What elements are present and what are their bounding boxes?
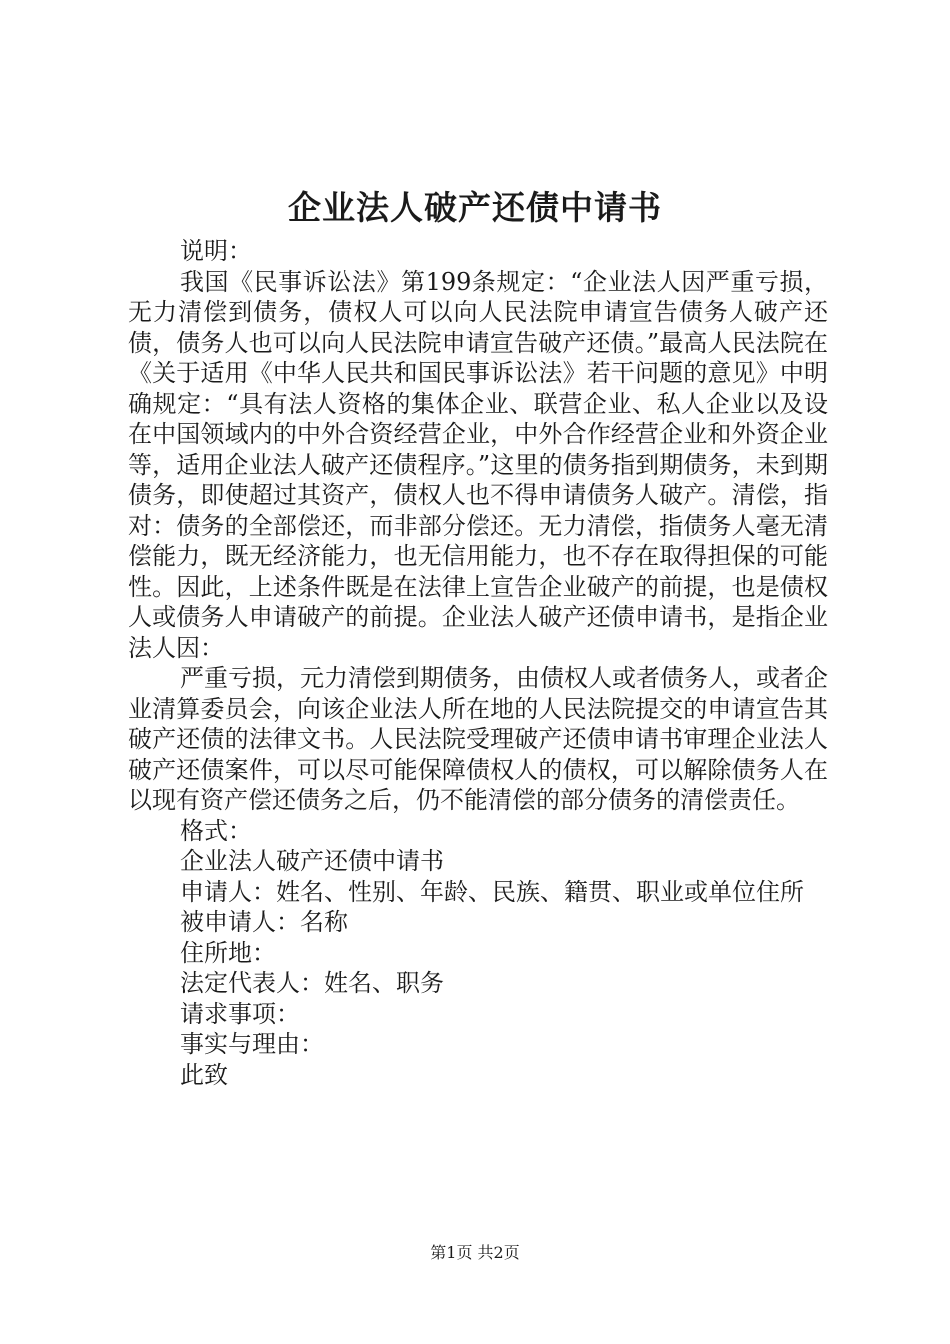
document-body bbox=[128, 236, 828, 1090]
paragraph-domicile: 住所地： bbox=[180, 938, 276, 967]
page-footer: 第1页 共2页 bbox=[430, 1243, 520, 1262]
paragraph-facts-reasons: 事实与理由： bbox=[180, 1030, 324, 1058]
paragraph-form-title: 企业法人破产还债中请书 bbox=[180, 847, 444, 875]
document-title: 企业法人破产还债中请书 bbox=[288, 188, 662, 227]
paragraph-civil-procedure-law: 我国《民事诉讼法》第199条规定：“企业法人因严重亏损，无力清偿到债务，债权人可以向人民法院申请宣告债务人破产还债，债务人也可以向人民法院申请宣告破产还债。”最高人民法院在《关于适用《中华人民共和国民事诉讼法》若干问题的意见》中明确规定：“具有法人资格的集体企业、联营企业、私人企业以及设在中国领域内的中外合资经营企业，中外合作经营企业和外资企业等，适用企业法人破产还债程序。”这里的债务指到期债务，未到期债务，即使超过其资产，债权人也不得申请债务人破产。清偿，指对：债务的全部偿还，而非部分偿还。无力清偿，指债务人毫无清偿能力，既无经济能力，也无信用能力，也不存在取得担保的可能性。因此，上述条件既是在法律上宣告企业破产的前提，也是债权人或债务人申请破产的前提。企业法人破产还债申请书，是指企业法人因： bbox=[128, 267, 828, 662]
paragraph-claims: 请求事项： bbox=[180, 999, 300, 1028]
paragraph-legal-representative: 法定代表人：姓名、职务 bbox=[180, 969, 444, 997]
paragraph-definition: 严重亏损，元力清偿到期债务，由债权人或者债务人，或者企业清算委员会，向该企业法人所在地的人民法院提交的申请宣告其破产还债的法律文书。人民法院受理破产还债申请书审理企业法人破产还债案件，可以尽可能保障债权人的债权，可以解除债务人在以现有资产偿还债务之后，仍不能清偿的部分债务的清偿责任。 bbox=[128, 664, 828, 814]
paragraph-format-label: 格式： bbox=[180, 816, 252, 845]
paragraph-applicant: 申请人：姓名、性别、年龄、民族、籍贯、职业或单位住所 bbox=[180, 877, 804, 906]
paragraph-respondent: 被申请人：名称 bbox=[180, 908, 348, 936]
paragraph-explanation-label: 说明： bbox=[180, 237, 252, 265]
paragraph-closing: 此致 bbox=[180, 1060, 228, 1089]
